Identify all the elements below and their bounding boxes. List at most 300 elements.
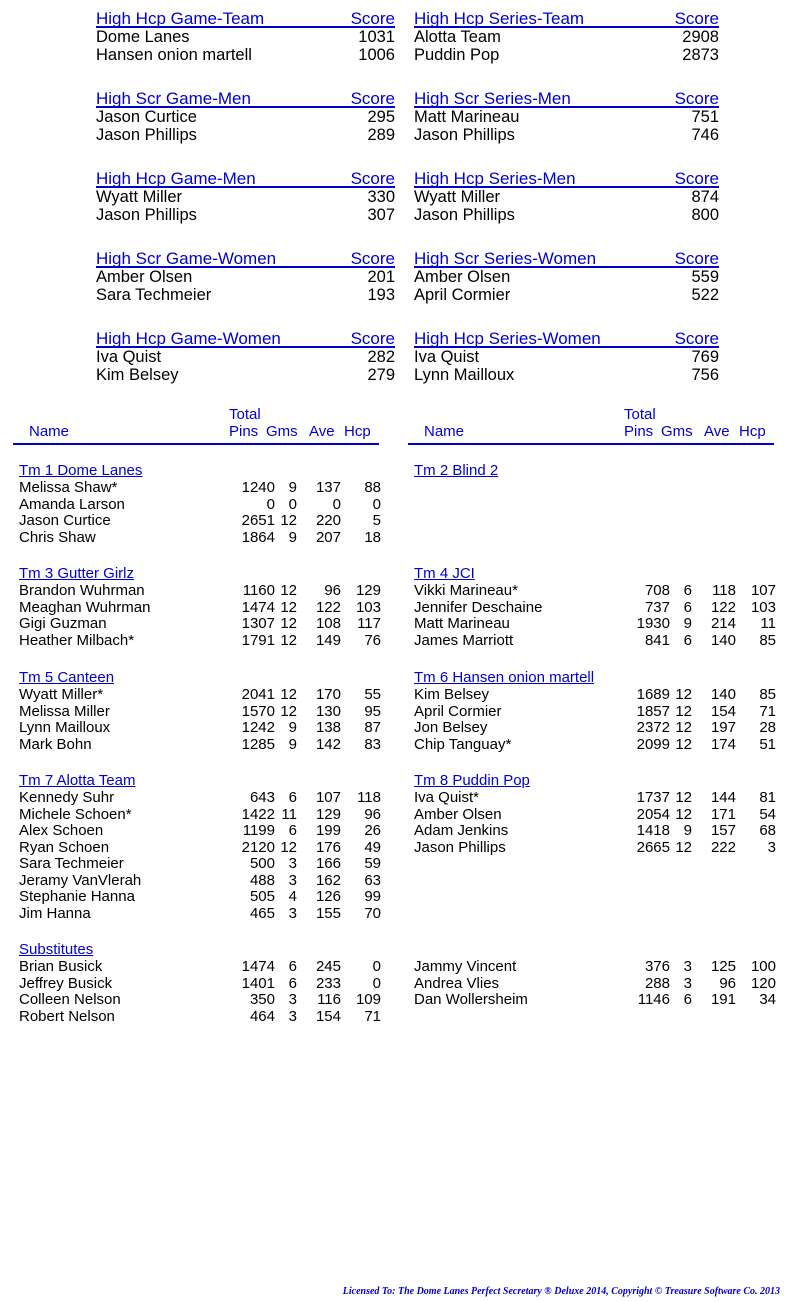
player-games: 3 — [288, 871, 297, 889]
high-score-row — [414, 189, 719, 207]
player-handicap: 117 — [357, 615, 381, 632]
player-name: Chris Shaw — [19, 528, 96, 546]
player-pins: 1474 — [241, 598, 275, 616]
player-pins: 1307 — [241, 615, 275, 632]
score-label: Score — [674, 329, 719, 348]
player-handicap: 28 — [759, 719, 776, 736]
player-pins: 1570 — [241, 702, 275, 720]
player-average: 140 — [710, 686, 736, 703]
player-average: 122 — [315, 598, 341, 616]
team-name-link[interactable]: Tm 5 Canteen — [19, 669, 115, 686]
high-score-row — [414, 367, 719, 385]
score-label: Score — [674, 249, 719, 268]
high-score-header — [414, 164, 719, 188]
player-pins: 643 — [249, 789, 275, 806]
high-score-title: High Hcp Game-Men — [96, 169, 256, 188]
player-name: Adam Jenkins — [414, 822, 509, 839]
player-average: 130 — [315, 702, 341, 720]
player-pins: 1418 — [636, 822, 670, 839]
player-average: 107 — [315, 789, 341, 806]
col-gms: Gms — [266, 423, 298, 440]
player-pins: 1689 — [636, 686, 670, 703]
player-name: Jeffrey Busick — [19, 974, 113, 992]
player-games: 9 — [288, 479, 297, 496]
player-games: 12 — [280, 582, 297, 599]
player-handicap: 81 — [759, 789, 776, 806]
player-average: 138 — [315, 719, 341, 736]
entry-name: Wyatt Miller — [414, 188, 501, 206]
player-pins: 2651 — [241, 512, 275, 529]
player-row — [19, 790, 381, 807]
score-label: Score — [350, 9, 395, 28]
high-score-row — [96, 287, 395, 305]
roster-header-right — [408, 403, 774, 445]
entry-score: 295 — [367, 108, 395, 126]
high-score-block — [414, 84, 719, 144]
player-handicap: 59 — [364, 855, 381, 872]
player-pins: 376 — [644, 958, 670, 975]
player-average: 149 — [315, 631, 341, 649]
player-handicap: 107 — [750, 582, 776, 599]
player-row — [19, 720, 381, 737]
player-pins: 1930 — [636, 615, 670, 632]
entry-name: Puddin Pop — [414, 45, 500, 64]
player-pins: 2041 — [241, 686, 275, 703]
team-block — [414, 668, 776, 753]
player-games: 9 — [288, 719, 297, 736]
player-average: 233 — [315, 974, 341, 992]
entry-score: 2908 — [682, 28, 719, 46]
player-handicap: 63 — [364, 871, 381, 889]
player-name: Lynn Mailloux — [19, 719, 111, 736]
team-name-link[interactable]: Tm 3 Gutter Girlz — [19, 565, 135, 582]
player-row — [19, 513, 381, 530]
player-games: 6 — [288, 822, 297, 839]
player-handicap: 68 — [759, 822, 776, 839]
player-name: Jennifer Deschaine — [414, 598, 543, 616]
entry-score: 201 — [367, 268, 395, 286]
player-pins: 1857 — [636, 702, 670, 720]
high-score-header — [96, 84, 395, 108]
entry-score: 193 — [367, 285, 395, 304]
player-row — [19, 600, 381, 617]
player-handicap: 34 — [759, 991, 776, 1008]
score-label: Score — [674, 169, 719, 188]
player-handicap: 118 — [357, 789, 381, 806]
player-pins: 465 — [249, 904, 275, 922]
substitutes-left — [19, 940, 381, 1025]
substitutes-right — [414, 959, 776, 1009]
player-average: 191 — [710, 991, 736, 1008]
player-average: 176 — [315, 838, 341, 856]
entry-name: Iva Quist — [96, 348, 162, 366]
player-games: 3 — [288, 991, 297, 1008]
player-pins: 500 — [249, 855, 275, 872]
player-games: 9 — [683, 822, 692, 839]
player-row — [414, 823, 776, 840]
high-score-title: High Scr Game-Men — [96, 89, 251, 108]
player-name: Chip Tanguay* — [414, 735, 512, 753]
player-name: Andrea Vlies — [414, 974, 500, 992]
player-pins: 2099 — [636, 735, 670, 753]
player-average: 118 — [712, 582, 736, 599]
high-score-row — [96, 269, 395, 287]
score-label: Score — [350, 169, 395, 188]
high-score-block — [414, 4, 719, 64]
player-name: Amber Olsen — [414, 805, 502, 823]
high-score-row — [96, 189, 395, 207]
player-games: 12 — [675, 789, 692, 806]
player-handicap: 95 — [364, 702, 381, 720]
player-handicap: 49 — [364, 838, 381, 856]
player-row — [19, 530, 381, 547]
high-score-title: High Hcp Series-Team — [414, 9, 585, 28]
high-score-title: High Scr Series-Women — [414, 249, 597, 268]
high-score-row — [96, 29, 395, 47]
col-name: Name — [424, 423, 465, 440]
entry-score: 746 — [691, 125, 719, 144]
player-name: Jason Curtice — [19, 512, 111, 529]
player-games: 12 — [280, 702, 297, 720]
player-name: Iva Quist* — [414, 789, 480, 806]
high-score-row — [414, 207, 719, 225]
entry-name: Matt Marineau — [414, 108, 520, 126]
player-pins: 1422 — [241, 805, 275, 823]
player-pins: 2372 — [636, 719, 670, 736]
player-average: 157 — [710, 822, 736, 839]
high-score-row — [96, 207, 395, 225]
player-handicap: 70 — [364, 904, 381, 922]
score-label: Score — [350, 329, 395, 348]
player-pins: 350 — [249, 991, 275, 1008]
player-handicap: 26 — [364, 822, 381, 839]
player-average: 199 — [315, 822, 341, 839]
entry-name: Jason Phillips — [414, 125, 515, 144]
player-handicap: 3 — [767, 838, 776, 856]
player-pins: 708 — [644, 582, 670, 599]
high-score-header — [414, 244, 719, 268]
player-games: 3 — [288, 904, 297, 922]
high-score-row — [96, 47, 395, 65]
col-gms: Gms — [661, 423, 693, 440]
entry-name: Alotta Team — [414, 28, 501, 46]
high-score-header — [96, 4, 395, 28]
high-score-row — [414, 349, 719, 367]
player-handicap: 96 — [364, 805, 381, 823]
col-hcp: Hcp — [344, 423, 371, 440]
player-games: 12 — [280, 686, 297, 703]
entry-name: Amber Olsen — [96, 268, 193, 286]
player-average: 214 — [710, 615, 736, 632]
high-score-block — [414, 244, 719, 304]
team-block — [414, 564, 776, 649]
player-row — [19, 992, 381, 1009]
entry-name: Iva Quist — [414, 348, 480, 366]
player-average: 154 — [315, 1007, 341, 1025]
entry-name: Jason Phillips — [96, 125, 197, 144]
player-row — [19, 583, 381, 600]
player-pins: 1737 — [636, 789, 670, 806]
player-name: Jammy Vincent — [414, 958, 517, 975]
player-name: Jeramy VanVlerah — [19, 871, 142, 889]
high-score-block — [414, 164, 719, 224]
player-row — [414, 616, 776, 633]
player-games: 12 — [675, 702, 692, 720]
player-row — [19, 480, 381, 497]
player-pins: 505 — [249, 888, 275, 905]
player-average: 166 — [315, 855, 341, 872]
player-row — [414, 583, 776, 600]
score-label: Score — [350, 89, 395, 108]
player-pins: 1474 — [241, 958, 275, 975]
high-score-title: High Hcp Series-Women — [414, 329, 601, 348]
player-pins: 1791 — [241, 631, 275, 649]
player-average: 222 — [710, 838, 736, 856]
player-handicap: 54 — [759, 805, 776, 823]
player-average: 245 — [315, 958, 341, 975]
player-row — [19, 616, 381, 633]
entry-name: Sara Techmeier — [96, 285, 212, 304]
player-handicap: 120 — [750, 974, 776, 992]
team-block — [19, 461, 381, 546]
col-total: Total — [229, 406, 261, 423]
high-score-block — [96, 324, 395, 384]
player-row — [414, 687, 776, 704]
high-score-title: High Hcp Series-Men — [414, 169, 576, 188]
player-row — [414, 807, 776, 824]
player-name: James Marriott — [414, 631, 514, 649]
entry-score: 800 — [691, 205, 719, 224]
player-name: Melissa Miller — [19, 702, 110, 720]
player-handicap: 85 — [759, 631, 776, 649]
high-score-row — [96, 109, 395, 127]
player-games: 6 — [288, 789, 297, 806]
player-row — [414, 704, 776, 721]
player-name: Jason Phillips — [414, 838, 506, 856]
entry-score: 756 — [691, 365, 719, 384]
entry-score: 522 — [691, 285, 719, 304]
player-pins: 1160 — [242, 582, 275, 599]
player-name: Jim Hanna — [19, 904, 91, 922]
player-handicap: 87 — [364, 719, 381, 736]
player-games: 12 — [675, 686, 692, 703]
player-name: Heather Milbach* — [19, 631, 135, 649]
team-name-link[interactable]: Tm 6 Hansen onion martell — [414, 669, 595, 686]
high-score-title: High Scr Series-Men — [414, 89, 571, 108]
entry-score: 330 — [367, 188, 395, 206]
team-name-link[interactable]: Tm 8 Puddin Pop — [414, 772, 530, 789]
player-average: 122 — [710, 598, 736, 616]
player-pins: 2120 — [241, 838, 275, 856]
player-games: 0 — [288, 495, 297, 513]
score-label: Score — [350, 249, 395, 268]
player-handicap: 88 — [364, 479, 381, 496]
high-score-header — [96, 324, 395, 348]
team-block — [19, 564, 381, 649]
high-score-block — [96, 244, 395, 304]
player-average: 162 — [315, 871, 341, 889]
high-score-row — [96, 349, 395, 367]
col-pins: Pins — [624, 423, 654, 440]
entry-score: 1031 — [358, 28, 395, 46]
player-name: Amanda Larson — [19, 495, 125, 513]
entry-score: 282 — [367, 348, 395, 366]
player-name: Melissa Shaw* — [19, 479, 118, 496]
player-name: Alex Schoen — [19, 822, 104, 839]
player-name: Michele Schoen* — [19, 805, 132, 823]
player-handicap: 0 — [372, 495, 381, 513]
player-handicap: 5 — [372, 512, 381, 529]
player-name: Jon Belsey — [414, 719, 488, 736]
entry-name: Hansen onion martell — [96, 45, 252, 64]
entry-score: 1006 — [358, 45, 395, 64]
player-row — [414, 840, 776, 857]
player-name: Brian Busick — [19, 958, 103, 975]
player-games: 9 — [288, 735, 297, 753]
player-handicap: 85 — [759, 686, 776, 703]
high-score-row — [414, 287, 719, 305]
entry-score: 279 — [367, 365, 395, 384]
high-score-row — [96, 127, 395, 145]
high-score-block — [414, 324, 719, 384]
player-games: 3 — [683, 958, 692, 975]
entry-name: Dome Lanes — [96, 28, 190, 46]
player-row — [19, 959, 381, 976]
player-pins: 1242 — [241, 719, 275, 736]
player-average: 220 — [315, 512, 341, 529]
col-pins: Pins — [229, 423, 259, 440]
player-handicap: 83 — [364, 735, 381, 753]
player-pins: 2665 — [636, 838, 670, 856]
player-average: 155 — [315, 904, 341, 922]
team-name-link[interactable]: Tm 1 Dome Lanes — [19, 462, 143, 479]
player-games: 11 — [281, 805, 297, 823]
high-score-block — [96, 84, 395, 144]
high-score-row — [96, 367, 395, 385]
player-handicap: 0 — [372, 974, 381, 992]
player-name: Matt Marineau — [414, 615, 510, 632]
player-games: 6 — [683, 991, 692, 1008]
entry-score: 874 — [691, 188, 719, 206]
high-score-header — [96, 164, 395, 188]
player-handicap: 51 — [759, 735, 776, 753]
team-name-link[interactable]: Tm 2 Blind 2 — [414, 462, 499, 479]
player-games: 12 — [280, 598, 297, 616]
player-row — [414, 737, 776, 754]
entry-name: Wyatt Miller — [96, 188, 183, 206]
player-name: Ryan Schoen — [19, 838, 110, 856]
player-average: 137 — [315, 479, 341, 496]
player-handicap: 100 — [750, 958, 776, 975]
player-average: 108 — [315, 615, 341, 632]
player-average: 174 — [710, 735, 736, 753]
player-average: 170 — [315, 686, 341, 703]
player-games: 6 — [683, 598, 692, 616]
player-games: 12 — [675, 735, 692, 753]
player-row — [19, 976, 381, 993]
player-handicap: 99 — [364, 888, 381, 905]
player-games: 12 — [280, 615, 297, 632]
player-games: 3 — [288, 1007, 297, 1025]
player-handicap: 55 — [364, 686, 381, 703]
player-average: 140 — [710, 631, 736, 649]
player-games: 12 — [280, 512, 297, 529]
player-name: Kim Belsey — [414, 686, 490, 703]
high-score-row — [414, 127, 719, 145]
player-pins: 464 — [249, 1007, 275, 1025]
player-games: 12 — [675, 805, 692, 823]
player-name: Dan Wollersheim — [414, 991, 528, 1008]
entry-name: Kim Belsey — [96, 365, 179, 384]
col-ave: Ave — [309, 423, 335, 440]
col-hcp: Hcp — [739, 423, 766, 440]
high-score-row — [414, 109, 719, 127]
player-games: 3 — [683, 974, 692, 992]
player-row — [19, 687, 381, 704]
high-score-header — [96, 244, 395, 268]
player-row — [19, 704, 381, 721]
roster-header-left — [13, 403, 379, 445]
high-score-row — [414, 29, 719, 47]
high-score-row — [414, 269, 719, 287]
player-row — [19, 497, 381, 514]
player-average: 96 — [324, 582, 341, 599]
license-footer: Licensed To: The Dome Lanes Perfect Secretary ® Deluxe 2014, Copyright © Treasure Software Co. 2013 — [342, 1286, 780, 1297]
team-name-link[interactable]: Tm 7 Alotta Team — [19, 772, 136, 789]
player-pins: 2054 — [636, 805, 670, 823]
player-row — [19, 856, 381, 873]
player-row — [414, 720, 776, 737]
player-games: 6 — [288, 974, 297, 992]
player-average: 0 — [332, 495, 341, 513]
player-name: Sara Techmeier — [19, 855, 124, 872]
player-handicap: 71 — [759, 702, 776, 720]
player-row — [19, 889, 381, 906]
high-score-row — [414, 47, 719, 65]
team-name-link[interactable]: Tm 4 JCI — [414, 565, 475, 582]
player-row — [414, 790, 776, 807]
player-row — [414, 959, 776, 976]
player-games: 12 — [280, 838, 297, 856]
player-average: 142 — [315, 735, 341, 753]
high-score-header — [414, 4, 719, 28]
substitutes-label[interactable]: Substitutes — [19, 941, 94, 958]
team-block — [19, 668, 381, 753]
high-score-title: High Hcp Game-Team — [96, 9, 265, 28]
player-row — [19, 906, 381, 923]
player-pins: 1401 — [241, 974, 275, 992]
player-row — [19, 807, 381, 824]
high-score-block — [96, 164, 395, 224]
player-row — [19, 873, 381, 890]
entry-name: Jason Phillips — [414, 205, 515, 224]
player-pins: 0 — [266, 495, 275, 513]
high-score-title: High Scr Game-Women — [96, 249, 277, 268]
high-score-header — [414, 84, 719, 108]
player-handicap: 0 — [372, 958, 381, 975]
player-games: 6 — [288, 958, 297, 975]
player-games: 12 — [675, 838, 692, 856]
player-row — [19, 633, 381, 650]
player-name: Gigi Guzman — [19, 615, 107, 632]
player-name: Colleen Nelson — [19, 991, 121, 1008]
player-games: 3 — [288, 855, 297, 872]
player-average: 197 — [710, 719, 736, 736]
player-row — [19, 1009, 381, 1026]
high-score-title: High Hcp Game-Women — [96, 329, 281, 348]
entry-name: Jason Curtice — [96, 108, 197, 126]
player-handicap: 18 — [364, 528, 381, 546]
